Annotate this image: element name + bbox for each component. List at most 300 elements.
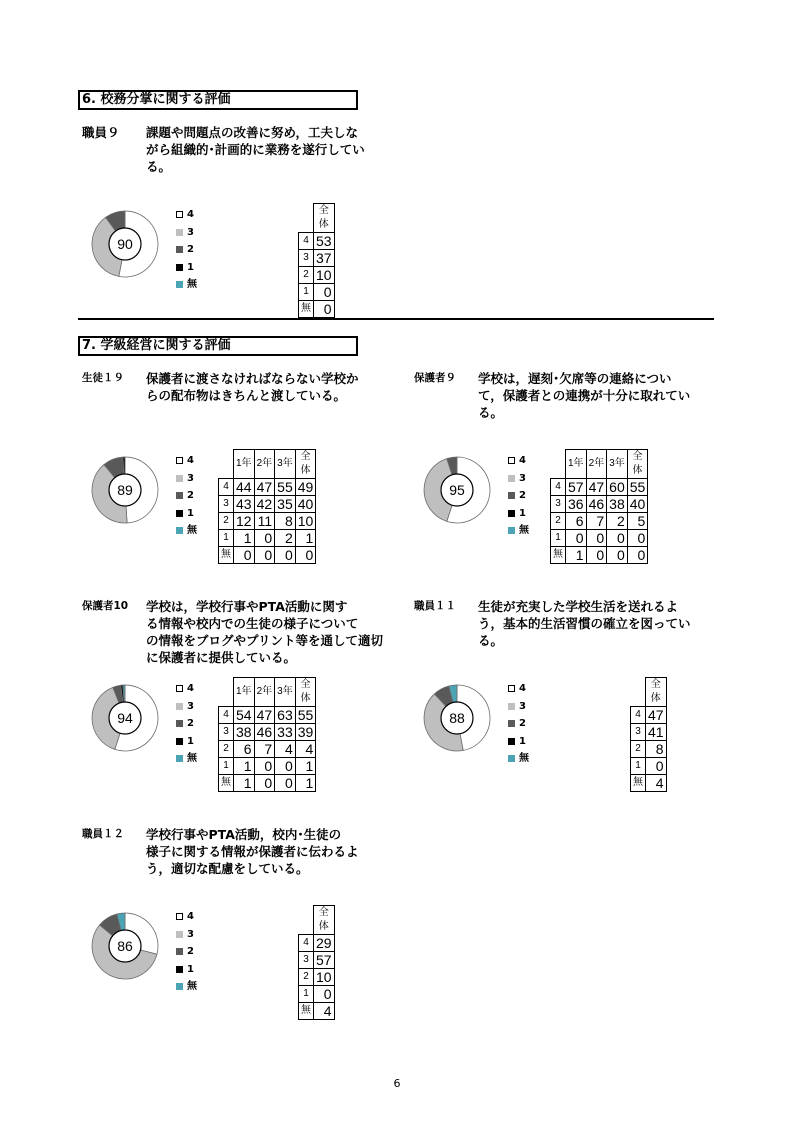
- legend-swatch: [508, 720, 515, 727]
- legend-swatch: [176, 720, 183, 727]
- legend-label: 無: [519, 525, 529, 536]
- legend-item: [508, 487, 529, 505]
- donut-chart: [422, 455, 492, 525]
- column-header: 3年: [275, 450, 296, 479]
- legend-swatch: [176, 738, 183, 745]
- table-cell: 40: [627, 496, 648, 513]
- legend-item: [176, 259, 197, 277]
- question-line: 学校は，学校行事やPTA活動に関す: [146, 599, 348, 614]
- table-corner: [631, 678, 646, 707]
- legend-item: [508, 733, 529, 751]
- question-line: 保護者に渡さなければならない学校か: [146, 371, 359, 386]
- table-header-row: [299, 204, 335, 233]
- legend-label: 1: [187, 261, 194, 273]
- table-cell: 0: [314, 986, 335, 1003]
- question-line: らの配布物はきちんと渡している。: [146, 388, 347, 403]
- table-cell: 11: [254, 513, 275, 530]
- table-cell: 4: [295, 741, 316, 758]
- question-text: [146, 826, 398, 877]
- question-line: る。: [146, 159, 172, 174]
- legend-item: [176, 978, 197, 996]
- section-header-6: 6. 校務分掌に関する評価: [78, 90, 358, 110]
- legend-swatch: [176, 527, 183, 534]
- legend-item: [508, 522, 529, 540]
- row-label: 無: [299, 1003, 314, 1020]
- donut-score: 94: [117, 710, 133, 726]
- table-cell: 7: [254, 741, 275, 758]
- respondent-label: 職員９: [82, 125, 120, 140]
- table-cell: 2: [275, 530, 296, 547]
- question-line: 課題や問題点の改善に努め，工夫しな: [146, 125, 359, 140]
- question-line: 様子に関する情報が保護者に伝わるよ: [146, 844, 359, 859]
- table-cell: 38: [607, 496, 628, 513]
- table-cell: 47: [254, 707, 275, 724]
- row-label: 3: [551, 496, 566, 513]
- table-cell: 0: [314, 284, 335, 301]
- legend-item: [508, 680, 529, 698]
- table-cell: 0: [566, 530, 587, 547]
- legend-label: 2: [519, 718, 526, 729]
- table-row: [551, 547, 648, 564]
- question-line: る。: [478, 633, 504, 648]
- table-header-row: [631, 678, 667, 707]
- row-label: 2: [219, 513, 234, 530]
- table-row: [631, 707, 667, 724]
- legend-item: [176, 926, 197, 944]
- table-cell: 4: [275, 741, 296, 758]
- table-cell: 47: [586, 479, 607, 496]
- table-cell: 0: [586, 530, 607, 547]
- legend-label: 2: [519, 490, 526, 501]
- table-row: [299, 233, 335, 250]
- table-row: [219, 758, 316, 775]
- legend-swatch: [176, 913, 183, 920]
- legend-label: 2: [187, 946, 194, 957]
- table-cell: 6: [566, 513, 587, 530]
- legend-swatch: [508, 475, 515, 482]
- table-cell: 4: [314, 1003, 335, 1020]
- question-line: 学校行事やPTA活動，校内･生徒の: [146, 827, 342, 842]
- table-cell: 0: [254, 547, 275, 564]
- table-cell: 7: [586, 513, 607, 530]
- table-cell: 5: [627, 513, 648, 530]
- table-header-row: [299, 906, 335, 935]
- respondent-label: 職員１２: [82, 828, 124, 840]
- row-label: 3: [219, 724, 234, 741]
- legend-label: 1: [187, 963, 194, 975]
- table-cell: 39: [295, 724, 316, 741]
- table-cell: 6: [234, 741, 255, 758]
- legend-item: [176, 961, 197, 979]
- table-row: [631, 775, 667, 792]
- legend-item: [176, 943, 197, 961]
- legend-swatch: [176, 703, 183, 710]
- table-cell: 36: [566, 496, 587, 513]
- table-cell: 60: [607, 479, 628, 496]
- table-cell: 0: [295, 547, 316, 564]
- table-cell: 0: [627, 530, 648, 547]
- legend-label: 4: [187, 209, 194, 220]
- legend-label: 4: [187, 911, 194, 922]
- table-cell: 57: [566, 479, 587, 496]
- legend-label: 2: [187, 718, 194, 729]
- column-header: 1年: [234, 678, 255, 707]
- question-line: の情報をブログやプリント等を通して適切: [146, 633, 384, 648]
- table-cell: 40: [295, 496, 316, 513]
- column-header: 全体: [646, 678, 667, 707]
- table-cell: 0: [646, 758, 667, 775]
- legend-label: 4: [187, 455, 194, 466]
- legend-item: [176, 452, 197, 470]
- legend-label: 1: [187, 735, 194, 747]
- legend-swatch: [176, 246, 183, 253]
- legend-swatch: [176, 948, 183, 955]
- table-row: [299, 250, 335, 267]
- row-label: 1: [219, 530, 234, 547]
- table-cell: 0: [275, 547, 296, 564]
- table-row: [299, 952, 335, 969]
- legend-item: [176, 698, 197, 716]
- legend-swatch: [176, 281, 183, 288]
- question-text: [146, 370, 398, 404]
- table-row: [219, 530, 316, 547]
- row-label: 無: [299, 301, 314, 318]
- legend: [176, 680, 197, 768]
- table-header-row: [219, 450, 316, 479]
- table-cell: 49: [295, 479, 316, 496]
- question-text: [478, 598, 730, 649]
- legend-swatch: [508, 527, 515, 534]
- table-corner: [551, 450, 566, 479]
- respondent-label: 保護者９: [414, 372, 456, 384]
- row-label: 2: [299, 267, 314, 284]
- table-cell: 37: [314, 250, 335, 267]
- legend-swatch: [176, 457, 183, 464]
- respondent-label: 職員１１: [414, 600, 456, 612]
- legend: [176, 452, 197, 540]
- table-row: [219, 496, 316, 513]
- table-cell: 10: [314, 969, 335, 986]
- column-header: 2年: [586, 450, 607, 479]
- table-cell: 53: [314, 233, 335, 250]
- table-cell: 10: [314, 267, 335, 284]
- table-row: [219, 707, 316, 724]
- row-label: 2: [219, 741, 234, 758]
- table-row: [551, 530, 648, 547]
- table-cell: 47: [646, 707, 667, 724]
- legend-item: [176, 224, 197, 242]
- column-header: 1年: [566, 450, 587, 479]
- question-line: に保護者に提供している。: [146, 650, 297, 665]
- legend-item: [176, 908, 197, 926]
- legend-item: [176, 680, 197, 698]
- results-table: [298, 905, 335, 1020]
- table-header-row: [219, 678, 316, 707]
- table-row: [299, 969, 335, 986]
- results-table: [550, 449, 648, 564]
- row-label: 1: [551, 530, 566, 547]
- legend-label: 4: [519, 455, 526, 466]
- table-row: [631, 741, 667, 758]
- donut-score: 89: [117, 482, 133, 498]
- row-label: 1: [631, 758, 646, 775]
- respondent-label: 生徒１９: [82, 372, 124, 384]
- table-cell: 1: [234, 758, 255, 775]
- row-label: 4: [299, 935, 314, 952]
- row-label: 4: [219, 479, 234, 496]
- legend-item: [176, 206, 197, 224]
- legend-item: [176, 750, 197, 768]
- legend-swatch: [508, 755, 515, 762]
- table-row: [551, 513, 648, 530]
- legend-label: 3: [519, 472, 526, 484]
- legend-swatch: [176, 685, 183, 692]
- table-cell: 1: [566, 547, 587, 564]
- legend-item: [508, 505, 529, 523]
- row-label: 2: [551, 513, 566, 530]
- row-label: 3: [631, 724, 646, 741]
- column-header: 3年: [607, 450, 628, 479]
- donut-chart: [90, 683, 160, 753]
- page-number: 6: [393, 1077, 401, 1090]
- legend-label: 無: [187, 279, 197, 290]
- table-cell: 1: [234, 530, 255, 547]
- table-row: [219, 479, 316, 496]
- legend-swatch: [176, 475, 183, 482]
- legend-label: 1: [519, 735, 526, 747]
- table-row: [219, 513, 316, 530]
- column-header: 2年: [254, 450, 275, 479]
- legend-swatch: [508, 457, 515, 464]
- table-header-row: [551, 450, 648, 479]
- row-label: 無: [631, 775, 646, 792]
- table-row: [631, 758, 667, 775]
- legend-label: 無: [187, 981, 197, 992]
- table-corner: [299, 906, 314, 935]
- question-line: る情報や校内での生徒の様子について: [146, 616, 359, 631]
- results-table: [298, 203, 335, 318]
- table-row: [551, 479, 648, 496]
- column-header: 2年: [254, 678, 275, 707]
- table-row: [219, 547, 316, 564]
- legend-swatch: [176, 264, 183, 271]
- column-header: 全体: [627, 450, 648, 479]
- question-line: 生徒が充実した学校生活を送れるよ: [478, 599, 679, 614]
- legend-swatch: [176, 229, 183, 236]
- row-label: 2: [631, 741, 646, 758]
- section-header-7: 7. 学級経営に関する評価: [78, 336, 358, 356]
- section-divider: [78, 318, 714, 320]
- legend-swatch: [508, 510, 515, 517]
- table-cell: 4: [646, 775, 667, 792]
- legend-item: [508, 750, 529, 768]
- legend-item: [508, 452, 529, 470]
- donut-chart: [90, 911, 160, 981]
- table-cell: 46: [586, 496, 607, 513]
- legend-item: [176, 715, 197, 733]
- legend-label: 無: [187, 753, 197, 764]
- legend-label: 2: [187, 490, 194, 501]
- table-cell: 35: [275, 496, 296, 513]
- donut-chart: [422, 683, 492, 753]
- donut-chart: [90, 455, 160, 525]
- legend-swatch: [176, 931, 183, 938]
- table-row: [551, 496, 648, 513]
- legend-label: 3: [187, 472, 194, 484]
- donut-score: 86: [117, 938, 133, 954]
- donut-chart: [90, 209, 160, 279]
- donut-score: 90: [117, 236, 133, 252]
- table-cell: 0: [627, 547, 648, 564]
- question-line: て，保護者との連携が十分に取れてい: [478, 388, 691, 403]
- question-line: がら組織的･計画的に業務を遂行してい: [146, 142, 365, 157]
- table-cell: 1: [295, 530, 316, 547]
- table-cell: 44: [234, 479, 255, 496]
- donut-score: 88: [449, 710, 465, 726]
- table-cell: 8: [275, 513, 296, 530]
- table-corner: [299, 204, 314, 233]
- table-row: [299, 1003, 335, 1020]
- table-row: [219, 724, 316, 741]
- legend-item: [176, 470, 197, 488]
- column-header: 3年: [275, 678, 296, 707]
- row-label: 無: [551, 547, 566, 564]
- legend-swatch: [508, 492, 515, 499]
- legend-swatch: [176, 211, 183, 218]
- table-row: [299, 935, 335, 952]
- legend-label: 1: [519, 507, 526, 519]
- legend-label: 4: [187, 683, 194, 694]
- legend-item: [508, 715, 529, 733]
- table-cell: 1: [234, 775, 255, 792]
- table-cell: 1: [295, 775, 316, 792]
- table-cell: 33: [275, 724, 296, 741]
- legend-swatch: [508, 703, 515, 710]
- row-label: 無: [219, 775, 234, 792]
- row-label: 3: [299, 250, 314, 267]
- table-cell: 29: [314, 935, 335, 952]
- legend-label: 1: [187, 507, 194, 519]
- table-cell: 42: [254, 496, 275, 513]
- row-label: 1: [299, 986, 314, 1003]
- table-cell: 10: [295, 513, 316, 530]
- column-header: 全体: [295, 678, 316, 707]
- legend-swatch: [176, 510, 183, 517]
- column-header: 全体: [295, 450, 316, 479]
- legend-item: [508, 470, 529, 488]
- legend: [508, 680, 529, 768]
- table-cell: 0: [254, 775, 275, 792]
- table-cell: 46: [254, 724, 275, 741]
- legend-item: [176, 487, 197, 505]
- donut-score: 95: [449, 482, 465, 498]
- results-table: [218, 449, 316, 564]
- legend: [176, 206, 197, 294]
- row-label: 4: [551, 479, 566, 496]
- row-label: 4: [631, 707, 646, 724]
- table-cell: 0: [607, 530, 628, 547]
- table-cell: 0: [234, 547, 255, 564]
- legend-label: 3: [519, 700, 526, 712]
- table-cell: 54: [234, 707, 255, 724]
- table-corner: [219, 678, 234, 707]
- row-label: 1: [219, 758, 234, 775]
- table-cell: 0: [314, 301, 335, 318]
- row-label: 4: [219, 707, 234, 724]
- legend-label: 4: [519, 683, 526, 694]
- question-text: [478, 370, 730, 421]
- legend: [176, 908, 197, 996]
- legend-item: [176, 522, 197, 540]
- legend-swatch: [176, 492, 183, 499]
- table-cell: 43: [234, 496, 255, 513]
- table-cell: 2: [607, 513, 628, 530]
- row-label: 1: [299, 284, 314, 301]
- column-header: 全体: [314, 204, 335, 233]
- table-cell: 0: [607, 547, 628, 564]
- table-cell: 8: [646, 741, 667, 758]
- legend-swatch: [176, 983, 183, 990]
- table-row: [631, 724, 667, 741]
- question-line: う，適切な配慮をしている。: [146, 861, 309, 876]
- question-text: [146, 598, 398, 666]
- table-row: [299, 301, 335, 318]
- legend-label: 3: [187, 700, 194, 712]
- respondent-label: 保護者10: [82, 600, 129, 612]
- legend-item: [508, 698, 529, 716]
- table-corner: [219, 450, 234, 479]
- table-cell: 57: [314, 952, 335, 969]
- legend-item: [176, 241, 197, 259]
- legend-swatch: [176, 755, 183, 762]
- row-label: 3: [299, 952, 314, 969]
- table-row: [299, 986, 335, 1003]
- column-header: 全体: [314, 906, 335, 935]
- row-label: 4: [299, 233, 314, 250]
- results-table: [630, 677, 667, 792]
- table-cell: 41: [646, 724, 667, 741]
- table-cell: 12: [234, 513, 255, 530]
- table-cell: 55: [295, 707, 316, 724]
- legend-label: 無: [519, 753, 529, 764]
- table-cell: 63: [275, 707, 296, 724]
- legend-item: [176, 505, 197, 523]
- table-cell: 0: [275, 775, 296, 792]
- legend-label: 2: [187, 244, 194, 255]
- table-row: [219, 741, 316, 758]
- row-label: 2: [299, 969, 314, 986]
- legend-label: 無: [187, 525, 197, 536]
- table-cell: 55: [627, 479, 648, 496]
- table-cell: 38: [234, 724, 255, 741]
- question-line: 学校は，遅刻･欠席等の連絡につい: [478, 371, 672, 386]
- table-row: [299, 267, 335, 284]
- column-header: 1年: [234, 450, 255, 479]
- row-label: 3: [219, 496, 234, 513]
- table-cell: 0: [586, 547, 607, 564]
- results-table: [218, 677, 316, 792]
- table-cell: 0: [254, 530, 275, 547]
- legend: [508, 452, 529, 540]
- legend-label: 3: [187, 226, 194, 238]
- legend-label: 3: [187, 928, 194, 940]
- legend-swatch: [508, 738, 515, 745]
- table-cell: 0: [254, 758, 275, 775]
- question-text: [146, 124, 398, 175]
- legend-item: [176, 276, 197, 294]
- legend-item: [176, 733, 197, 751]
- table-cell: 47: [254, 479, 275, 496]
